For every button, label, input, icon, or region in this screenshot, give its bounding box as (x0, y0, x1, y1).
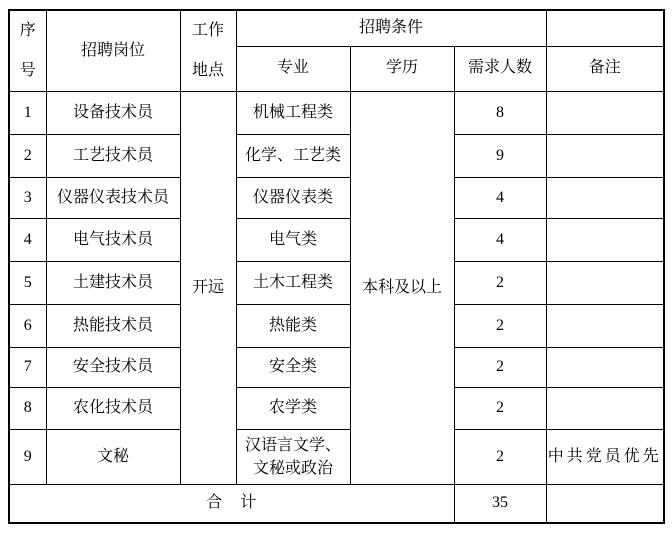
cell-no: 5 (9, 262, 46, 305)
table-row (9, 388, 664, 430)
header-location-label: 工作地点 (191, 22, 224, 79)
cell-position: 文秘 (46, 430, 180, 485)
header-conditions: 招聘条件 (236, 10, 546, 46)
cell-position: 热能技术员 (46, 305, 180, 348)
cell-no: 2 (9, 135, 46, 178)
cell-position: 安全技术员 (46, 348, 180, 388)
header-remark: 备注 (546, 46, 664, 91)
table-row (9, 92, 664, 135)
cell-major: 机械工程类 (236, 92, 350, 135)
cell-no: 3 (9, 178, 46, 219)
cell-major: 热能类 (236, 305, 350, 348)
cell-remark: 中共党员优先 (546, 430, 664, 485)
table-row (9, 178, 664, 219)
cell-major (236, 430, 350, 485)
total-remark-empty (546, 485, 664, 523)
cell-remark (546, 92, 664, 135)
header-degree: 学历 (350, 46, 454, 91)
header-seq (9, 10, 46, 92)
cell-remark (546, 305, 664, 348)
cell-position: 设备技术员 (46, 92, 180, 135)
cell-count: 8 (454, 92, 546, 135)
cell-count: 4 (454, 178, 546, 219)
cell-count: 2 (454, 348, 546, 388)
header-position: 招聘岗位 (46, 10, 180, 92)
cell-count: 2 (454, 262, 546, 305)
cell-major: 土木工程类 (236, 262, 350, 305)
table-row (9, 135, 664, 178)
cell-remark (546, 388, 664, 430)
cell-major: 安全类 (236, 348, 350, 388)
cell-degree-merged: 本科及以上 (350, 92, 454, 485)
cell-count: 2 (454, 305, 546, 348)
header-corner-empty (546, 10, 664, 46)
cell-no: 7 (9, 348, 46, 388)
cell-remark (546, 135, 664, 178)
cell-position: 农化技术员 (46, 388, 180, 430)
cell-count: 2 (454, 388, 546, 430)
header-headcount: 需求人数 (454, 46, 546, 91)
cell-remark (546, 219, 664, 262)
table-row (9, 305, 664, 348)
cell-major-line2: 文秘或政治 (252, 460, 333, 477)
cell-no: 1 (9, 92, 46, 135)
cell-position: 电气技术员 (46, 219, 180, 262)
header-row-1 (9, 10, 664, 46)
table-row (9, 430, 664, 485)
cell-count: 2 (454, 430, 546, 485)
cell-remark (546, 262, 664, 305)
cell-no: 9 (9, 430, 46, 485)
cell-major: 农学类 (236, 388, 350, 430)
cell-position: 土建技术员 (46, 262, 180, 305)
cell-position: 仪器仪表技术员 (46, 178, 180, 219)
cell-no: 6 (9, 305, 46, 348)
cell-count: 9 (454, 135, 546, 178)
table-row (9, 219, 664, 262)
cell-major: 仪器仪表类 (236, 178, 350, 219)
cell-major-line1: 汉语言文学、 (244, 437, 341, 454)
header-major: 专业 (236, 46, 350, 91)
cell-no: 8 (9, 388, 46, 430)
cell-location-merged: 开远 (180, 92, 236, 485)
total-label: 合 计 (9, 485, 454, 523)
cell-major: 电气类 (236, 219, 350, 262)
cell-remark (546, 348, 664, 388)
cell-position: 工艺技术员 (46, 135, 180, 178)
cell-major: 化学、工艺类 (236, 135, 350, 178)
cell-count: 4 (454, 219, 546, 262)
total-row (9, 485, 664, 523)
recruitment-table (8, 9, 665, 524)
header-seq-label: 序号 (19, 22, 36, 79)
header-location (180, 10, 236, 92)
table-row (9, 262, 664, 305)
total-count: 35 (454, 485, 546, 523)
cell-remark (546, 178, 664, 219)
table-row (9, 348, 664, 388)
cell-no: 4 (9, 219, 46, 262)
